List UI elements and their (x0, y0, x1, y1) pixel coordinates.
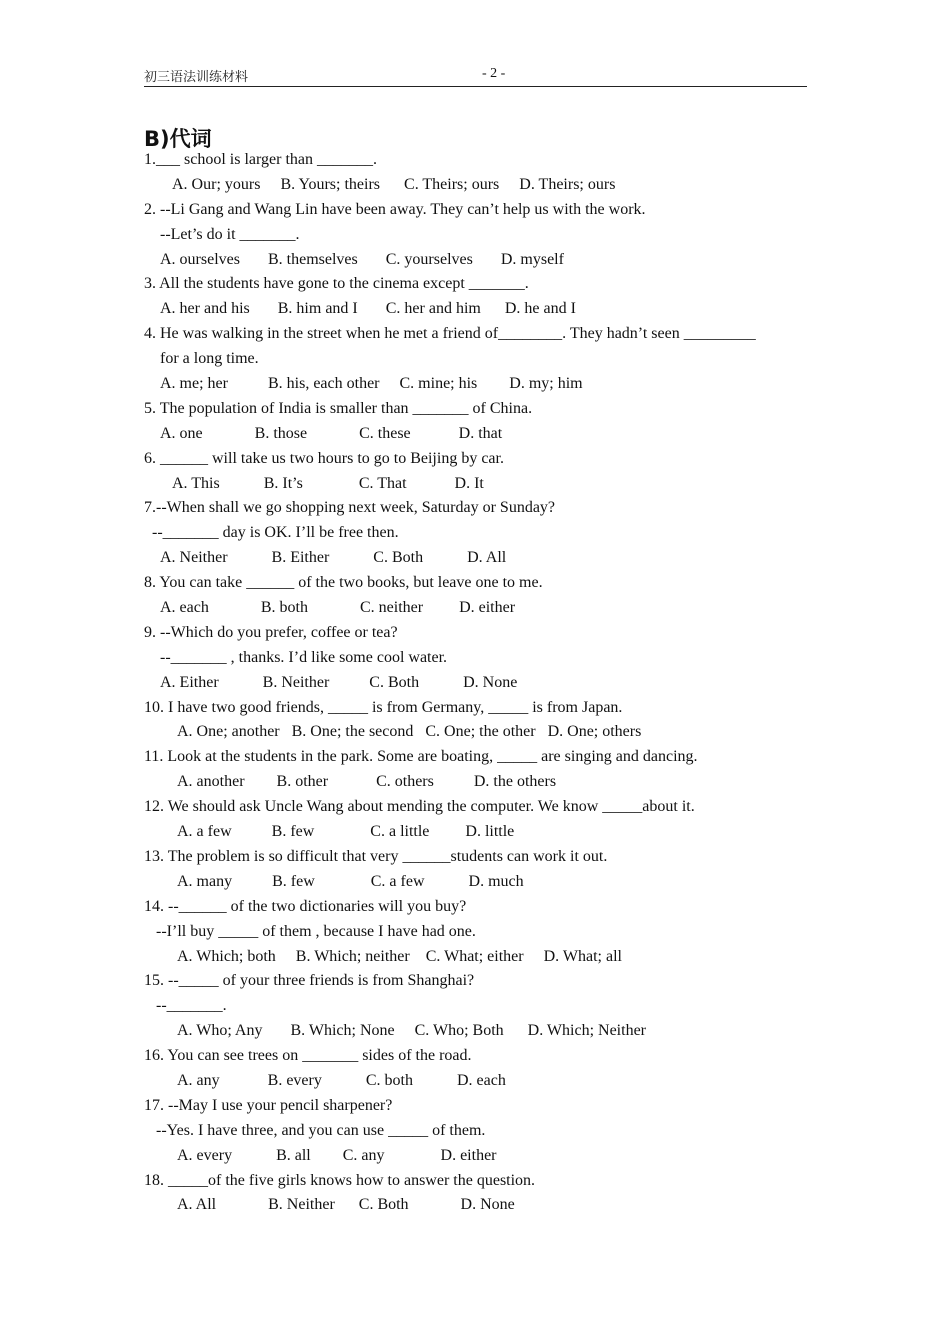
question-12: 12. We should ask Uncle Wang about mending the computer. We know _____about it. (144, 798, 695, 816)
question-15: 15. --_____ of your three friends is from Shanghai? (144, 972, 475, 990)
question-1: 1.___ school is larger than _______. (144, 151, 378, 168)
question-9-options: A. Either B. Neither C. Both D. None (160, 673, 518, 691)
question-18: 18. _____of the five girls knows how to answer the question. (144, 1171, 536, 1189)
question-6-options: A. This B. It’s C. That D. It (172, 474, 484, 492)
page-header (144, 66, 807, 87)
question-17-dialogue: --Yes. I have three, and you can use _____ of them. (156, 1121, 486, 1139)
question-4-options: A. me; her B. his, each other C. mine; his D. my; him (160, 375, 583, 393)
question-10: 10. I have two good friends, _____ is from Germany, _____ is from Japan. (144, 698, 623, 716)
question-11: 11. Look at the students in the park. Some are boating, _____ are singing and dancing. (144, 748, 698, 766)
question-2-dialogue: --Let’s do it _______. (160, 225, 300, 243)
question-15-dialogue: --_______. (156, 997, 227, 1015)
question-6: 6. ______ will take us two hours to go to Beijing by car. (144, 449, 504, 467)
question-10-options: A. One; another B. One; the second C. One; the other D. One; others (177, 723, 642, 741)
question-14: 14. --______ of the two dictionaries will you buy? (144, 897, 467, 915)
question-4: 4. He was walking in the street when he met a friend of________. They hadn’t seen _________ (144, 325, 756, 343)
question-5: 5. The population of India is smaller than _______ of China. (144, 399, 533, 417)
question-14-options: A. Which; both B. Which; neither C. What; either D. What; all (177, 947, 622, 965)
section-title: B)代词 (144, 127, 212, 151)
question-11-options: A. another B. other C. others D. the others (177, 773, 557, 791)
question-13-options: A. many B. few C. a few D. much (177, 872, 524, 890)
question-14-dialogue: --I’ll buy _____ of them , because I have had one. (156, 922, 476, 940)
header-title: 初三语法训练材料 (144, 70, 249, 85)
question-2-options: A. ourselves B. themselves C. yourselves D. myself (160, 250, 564, 268)
question-1-options: A. Our; yours B. Yours; theirs C. Theirs; ours D. Theirs; ours (172, 175, 616, 193)
question-3: 3. All the students have gone to the cinema except _______. (144, 275, 529, 293)
question-3-options: A. her and his B. him and I C. her and him D. he and I (160, 300, 576, 318)
question-4-continued: for a long time. (160, 350, 259, 368)
question-2: 2. --Li Gang and Wang Lin have been away. They can’t help us with the work. (144, 200, 646, 218)
question-7-dialogue: --_______ day is OK. I’ll be free then. (152, 524, 399, 542)
question-16-options: A. any B. every C. both D. each (177, 1071, 506, 1089)
question-13: 13. The problem is so difficult that very ______students can work it out. (144, 847, 608, 865)
question-9: 9. --Which do you prefer, coffee or tea? (144, 623, 398, 641)
question-16: 16. You can see trees on _______ sides of the road. (144, 1047, 472, 1065)
question-15-options: A. Who; Any B. Which; None C. Who; Both D. Which; Neither (177, 1022, 646, 1040)
question-18-options: A. All B. Neither C. Both D. None (177, 1196, 515, 1214)
page-number: - 2 - (482, 66, 506, 81)
question-17: 17. --May I use your pencil sharpener? (144, 1096, 393, 1114)
question-7: 7.--When shall we go shopping next week, Saturday or Sunday? (144, 499, 556, 517)
question-7-options: A. Neither B. Either C. Both D. All (160, 549, 507, 567)
question-9-dialogue: --_______ , thanks. I’d like some cool water. (160, 648, 448, 666)
question-8: 8. You can take ______ of the two books, but leave one to me. (144, 574, 543, 592)
question-17-options: A. every B. all C. any D. either (177, 1146, 497, 1164)
question-5-options: A. one B. those C. these D. that (160, 424, 503, 442)
question-12-options: A. a few B. few C. a little D. little (177, 823, 515, 841)
question-8-options: A. each B. both C. neither D. either (160, 599, 516, 617)
question-list (0, 148, 950, 1218)
